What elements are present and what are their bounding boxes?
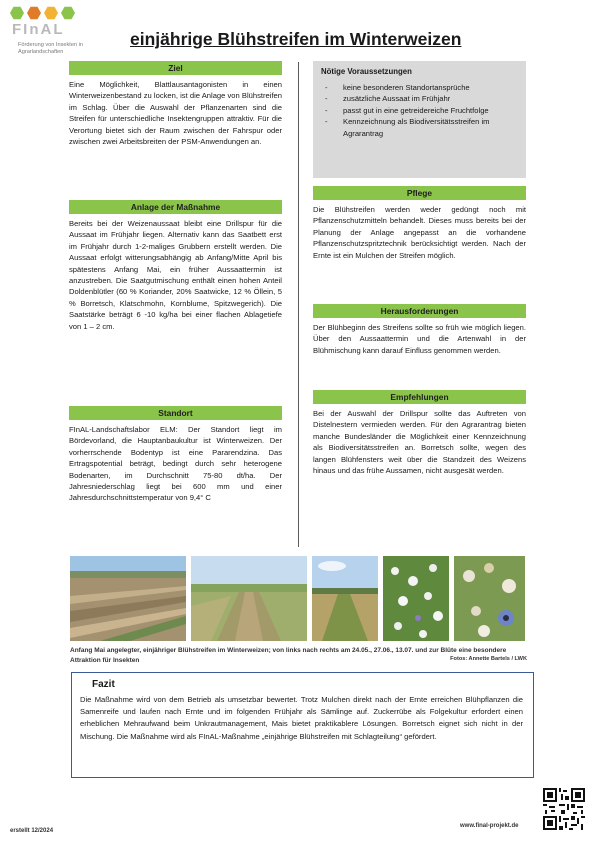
hexagon-leaf-icon	[10, 6, 24, 20]
column-divider	[298, 62, 299, 547]
list-item: - passt gut in eine getreidereiche Fruchtfolge	[325, 105, 520, 116]
photo-caption: Anfang Mai angelegter, einjähriger Blühstreifen im Winterweizen; von links nach rechts am 24.05., 27.06., 13.07. und zur Blüte eine besondere Attraktion für Insekten	[70, 647, 507, 664]
final-logo	[8, 6, 118, 64]
logo-subtitle: Förderung von Insekten in Agrarlandschaften	[18, 42, 83, 55]
section-heading-herausforderungen: Herausforderungen	[313, 304, 526, 318]
website-link[interactable]: www.final-projekt.de	[460, 823, 519, 829]
photo-strip	[70, 556, 525, 641]
right-column	[313, 61, 526, 476]
section-text-ziel: Eine Möglichkeit, Blattlausantagonisten in einen Winterweizenbestand zu locken, ist die Anlage von Blühstreifen im Schlag. Über die Auswahl der Pflanzenarten sind die Streifen für unterschiedliche Insektengruppen attraktiv. Für die Verortung bietet sich der Raum zwischen der Fahrspur oder zwischen zwei Arbeitsbreiten der PSM-Anwendungen an.	[69, 80, 282, 147]
photo-field-3	[312, 556, 378, 641]
section-heading-standort: Standort	[69, 406, 282, 420]
section-text-empfehlungen: Bei der Auswahl der Drillspur sollte das Auftreten von Distelnestern vermieden werden. Für den Agrarantrag bieten manche Bundesländer die Möglichkeit einer Kennzeichnung als Biodiversitätsstreifen an. Borretsch sollte, wegen des langen Blühfensters weit über die Standzeit des Weizens hinaus und das frühe Aussamen, nicht ausgesät werden.	[313, 409, 526, 476]
photo-field-1	[70, 556, 186, 641]
section-text-pflege: Die Blühstreifen werden weder gedüngt noch mit Pflanzenschutzmitteln behandelt. Dieses muss bereits bei der Planung der Anlage angepasst an die vorhandene Pflanzenschutzspritztechnik berücksichtigt werden. Nach der Ernte ist ein Mulchen der Streifen möglich.	[313, 205, 526, 260]
fazit-box	[71, 672, 534, 778]
photo-flowers-2	[454, 556, 525, 641]
photo-credit: Fotos: Annette Bartels / LWK	[450, 656, 527, 662]
prerequisites-box	[313, 61, 526, 178]
section-text-herausforderungen: Der Blühbeginn des Streifens sollte so früh wie möglich liegen. Über den Aussaattermin und die Artenwahl in der Blühmischung kann darauf Einfluss genommen werden.	[313, 323, 526, 355]
list-item: - Kennzeichnung als Biodiversitätsstreifen im Agrarantrag	[325, 116, 520, 139]
hexagon-plant-icon	[61, 6, 75, 20]
hexagon-insect-icon	[27, 6, 41, 20]
prerequisites-title: Nötige Voraussetzungen	[321, 67, 412, 76]
prerequisites-list	[321, 82, 520, 139]
logo-hexagons	[10, 6, 75, 20]
list-item: - keine besonderen Standortansprüche	[325, 82, 520, 93]
photo-flowers-1	[383, 556, 449, 641]
page-title: einjährige Blühstreifen im Winterweizen	[130, 29, 462, 49]
fazit-text: Die Maßnahme wird von dem Betrieb als umsetzbar bewertet. Trotz Mulchen direkt nach der Ernte erreichen Blühpflanzen die Samenreife und laufen nach Ernte und im folgenden Frühjahr als Sämlinge auf. Zuckerrübe als Folgekultur erfordert einen erheblichen Mehraufwand beim Unkrautmanagement, Mais bietet praktikablere Lösungen. Borretsch eignet sich nicht in der Mischung. Die Maßnahme wird als FInAL-Maßnahme „einjährige Blühstreifen mit Schlagteilung“ gefördert.	[80, 695, 523, 741]
fazit-title: Fazit	[92, 679, 115, 690]
logo-wordmark: FInAL	[12, 21, 65, 38]
creation-date: erstellt 12/2024	[10, 828, 54, 834]
list-item: - zusätzliche Aussaat im Frühjahr	[325, 93, 520, 104]
hexagon-bee-icon	[44, 6, 58, 20]
left-column	[69, 61, 282, 504]
section-heading-ziel: Ziel	[69, 61, 282, 75]
section-text-standort: FInAL-Landschaftslabor ELM: Der Standort liegt im Bördevorland, die Hauptanbaukultur ist Winterweizen. Der vorherrschende Bodentyp ist eine Pararendzina. Das Ertragspotential beträgt, bedingt durch sehr heterogene Bodenarten, im Durchschnitt 75-80 dt/ha. Der Jahresniederschlag liegt bei 600 mm und einer Jahresdurchschnittstemperatur von 9,4° C	[69, 425, 282, 503]
section-heading-anlage: Anlage der Maßnahme	[69, 200, 282, 214]
section-heading-empfehlungen: Empfehlungen	[313, 390, 526, 404]
section-heading-pflege: Pflege	[313, 186, 526, 200]
qr-code-icon[interactable]	[541, 786, 587, 832]
photo-field-2	[191, 556, 307, 641]
section-text-anlage: Bereits bei der Weizenaussaat bleibt eine Drillspur für die Aussaat im Frühjahr liegen. Alternativ kann das Saatbett erst im Frühjahr durch 1-2-maliges Grubbern erstellt werden. Die Aussaat erfolgt witterungsabhängig ab Anfang/Mitte April bis spätestens Anfang Mai, ein früher Aussaattermin ist anzustreben. Die Saatgutmischung enthält einen hohen Anteil Doldenblütler (60 % Koriander, 20% Saatwicke, 12 % Öllein, 5 % Borretsch, Klatschmohn, Kornblume, Spitzwegerich). Die Saatstärke beträgt 6 -10 kg/ha bei einer flachen Ablagetiefe von 1 – 2 cm.	[69, 219, 282, 331]
